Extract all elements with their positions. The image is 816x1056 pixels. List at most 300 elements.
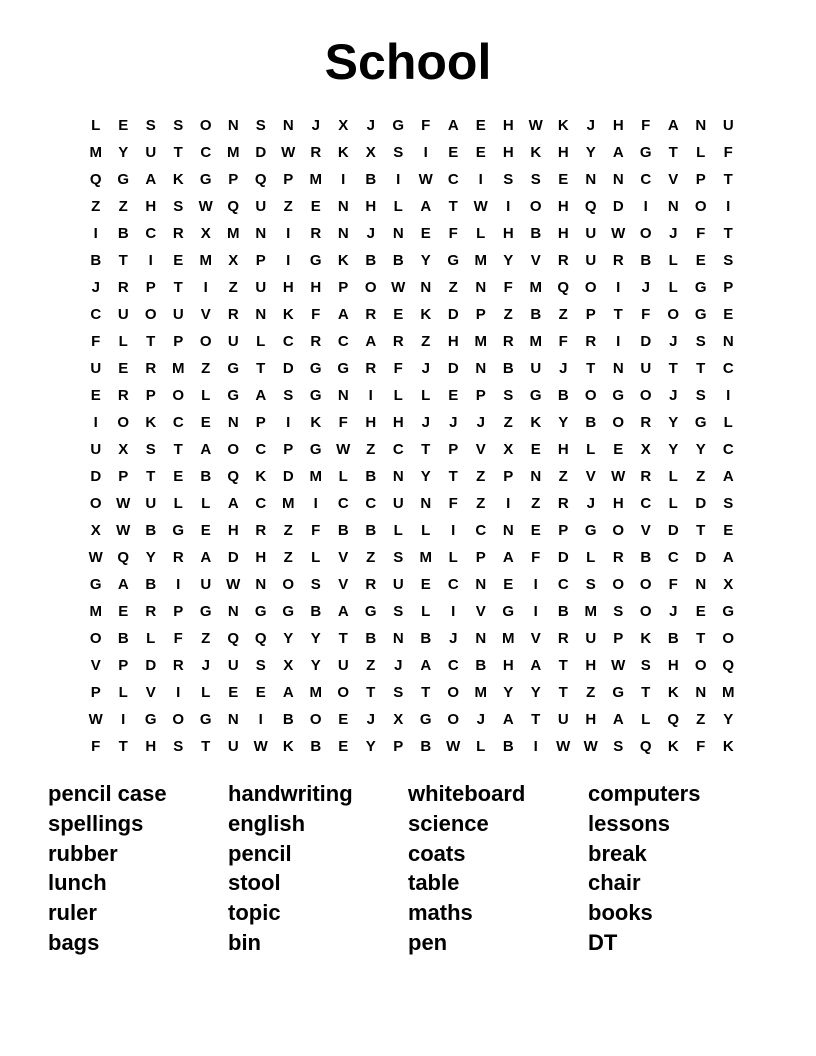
- grid-letter: T: [146, 333, 156, 350]
- grid-letter: I: [93, 225, 98, 242]
- grid-letter: B: [502, 360, 514, 377]
- grid-letter: P: [723, 279, 734, 296]
- word-list-item: chair: [588, 870, 641, 896]
- grid-letter: J: [311, 117, 320, 134]
- grid-row: [82, 328, 742, 355]
- grid-letter: W: [391, 279, 406, 296]
- grid-letter: Z: [201, 630, 211, 647]
- grid-letter: Y: [558, 414, 569, 431]
- grid-letter: R: [557, 630, 569, 647]
- grid-letter: T: [558, 657, 568, 674]
- grid-letter: T: [366, 684, 376, 701]
- grid-letter: A: [200, 441, 212, 458]
- grid-row: [82, 301, 742, 328]
- grid-letter: N: [695, 576, 707, 593]
- grid-letter: C: [475, 522, 487, 539]
- grid-letter: Z: [366, 657, 376, 674]
- grid-letter: G: [199, 711, 212, 728]
- grid-letter: M: [474, 684, 487, 701]
- grid-row: [82, 409, 742, 436]
- grid-letter: C: [667, 549, 679, 566]
- grid-letter: C: [392, 441, 404, 458]
- grid-letter: F: [393, 360, 403, 377]
- grid-letter: L: [668, 252, 678, 269]
- grid-letter: T: [531, 711, 541, 728]
- grid-letter: G: [227, 360, 240, 377]
- grid-letter: G: [309, 441, 322, 458]
- grid-letter: A: [365, 333, 377, 350]
- grid-letter: O: [144, 306, 157, 323]
- grid-letter: O: [529, 198, 542, 215]
- grid-letter: N: [695, 684, 707, 701]
- grid-row: [82, 517, 742, 544]
- grid-letter: E: [613, 441, 624, 458]
- grid-letter: A: [502, 711, 514, 728]
- grid-letter: K: [667, 738, 679, 755]
- grid-letter: L: [311, 549, 321, 566]
- grid-letter: H: [502, 144, 514, 161]
- grid-letter: X: [365, 144, 376, 161]
- word-list: [48, 779, 788, 958]
- grid-letter: N: [612, 360, 624, 377]
- grid-letter: E: [475, 117, 486, 134]
- word-list-item: lessons: [588, 810, 670, 836]
- grid-letter: A: [420, 657, 432, 674]
- grid-letter: C: [145, 225, 157, 242]
- grid-letter: G: [722, 603, 735, 620]
- grid-letter: P: [118, 657, 129, 674]
- grid-letter: J: [476, 414, 485, 431]
- grid-letter: Y: [283, 630, 294, 647]
- grid-letter: U: [585, 225, 597, 242]
- grid-letter: X: [200, 225, 211, 242]
- grid-letter: B: [337, 522, 349, 539]
- grid-letter: P: [393, 738, 404, 755]
- grid-letter: J: [366, 711, 375, 728]
- grid-letter: K: [145, 414, 157, 431]
- grid-letter: A: [255, 387, 267, 404]
- grid-letter: T: [448, 468, 458, 485]
- grid-letter: K: [282, 306, 294, 323]
- grid-letter: T: [421, 684, 431, 701]
- grid-letter: Y: [365, 738, 376, 755]
- grid-letter: O: [447, 711, 460, 728]
- grid-letter: L: [586, 441, 596, 458]
- grid-letter: C: [447, 171, 459, 188]
- grid-letter: O: [639, 387, 652, 404]
- grid-letter: B: [145, 522, 157, 539]
- grid-letter: B: [365, 522, 377, 539]
- grid-letter: U: [172, 306, 184, 323]
- grid-letter: N: [475, 630, 487, 647]
- grid-letter: W: [116, 522, 131, 539]
- grid-row: [82, 544, 742, 571]
- grid-letter: U: [117, 306, 129, 323]
- grid-letter: L: [421, 603, 431, 620]
- grid-letter: G: [447, 252, 460, 269]
- grid-letter: A: [612, 144, 624, 161]
- grid-letter: V: [530, 252, 541, 269]
- grid-letter: J: [641, 279, 650, 296]
- grid-letter: L: [393, 387, 403, 404]
- grid-letter: Q: [117, 549, 130, 566]
- grid-letter: A: [722, 549, 734, 566]
- word-list-item: computers: [588, 781, 701, 806]
- grid-letter: W: [116, 495, 131, 512]
- word-list-item: table: [408, 870, 460, 896]
- grid-letter: R: [392, 333, 404, 350]
- grid-letter: Z: [558, 468, 568, 485]
- grid-letter: T: [256, 360, 266, 377]
- grid-letter: G: [227, 387, 240, 404]
- grid-letter: F: [448, 495, 458, 512]
- grid-letter: A: [722, 468, 734, 485]
- grid-row: [82, 220, 742, 247]
- grid-letter: G: [419, 711, 432, 728]
- grid-letter: R: [365, 360, 377, 377]
- grid-letter: P: [255, 252, 266, 269]
- grid-letter: M: [529, 333, 542, 350]
- grid-letter: Z: [448, 279, 458, 296]
- grid-letter: R: [227, 306, 239, 323]
- grid-letter: J: [669, 387, 678, 404]
- grid-letter: W: [418, 171, 433, 188]
- grid-letter: G: [529, 387, 542, 404]
- grid-letter: S: [255, 657, 266, 674]
- grid-letter: J: [669, 333, 678, 350]
- grid-letter: D: [282, 468, 294, 485]
- grid-letter: L: [668, 468, 678, 485]
- grid-letter: U: [337, 657, 349, 674]
- grid-letter: E: [420, 576, 431, 593]
- grid-letter: R: [172, 225, 184, 242]
- grid-letter: O: [309, 711, 322, 728]
- grid-letter: A: [447, 117, 459, 134]
- grid-letter: N: [227, 603, 239, 620]
- grid-letter: H: [557, 144, 569, 161]
- grid-letter: R: [117, 279, 129, 296]
- grid-letter: S: [530, 171, 541, 188]
- grid-letter: I: [643, 198, 648, 215]
- grid-letter: H: [612, 495, 624, 512]
- grid-letter: G: [584, 522, 597, 539]
- grid-letter: Z: [531, 495, 541, 512]
- grid-letter: O: [282, 576, 295, 593]
- grid-letter: E: [90, 387, 101, 404]
- grid-letter: I: [726, 198, 731, 215]
- word-list-item: coats: [408, 840, 466, 866]
- grid-letter: Z: [118, 198, 128, 215]
- grid-letter: H: [255, 549, 267, 566]
- grid-letter: L: [338, 468, 348, 485]
- grid-letter: I: [258, 711, 263, 728]
- grid-row: [82, 139, 742, 166]
- grid-letter: M: [172, 360, 185, 377]
- grid-row: [82, 274, 742, 301]
- grid-letter: P: [145, 279, 156, 296]
- grid-letter: V: [338, 576, 349, 593]
- grid-row: [82, 382, 742, 409]
- page-title: School: [324, 34, 492, 90]
- grid-letter: J: [476, 711, 485, 728]
- grid-letter: B: [502, 738, 514, 755]
- grid-letter: Y: [585, 144, 596, 161]
- grid-letter: E: [338, 738, 349, 755]
- grid-letter: J: [394, 657, 403, 674]
- grid-letter: S: [283, 387, 294, 404]
- grid-letter: S: [145, 441, 156, 458]
- grid-row: [82, 490, 742, 517]
- grid-letter: Z: [476, 495, 486, 512]
- grid-letter: T: [201, 738, 211, 755]
- grid-letter: H: [392, 414, 404, 431]
- grid-letter: U: [200, 576, 212, 593]
- grid-letter: O: [364, 279, 377, 296]
- grid-letter: W: [88, 549, 103, 566]
- grid-letter: S: [393, 684, 404, 701]
- grid-row: [82, 652, 742, 679]
- word-list-item: maths: [408, 900, 473, 926]
- grid-letter: E: [200, 522, 211, 539]
- grid-letter: Q: [722, 657, 735, 674]
- grid-letter: E: [255, 684, 266, 701]
- grid-letter: S: [393, 144, 404, 161]
- grid-letter: B: [117, 630, 129, 647]
- grid-letter: V: [145, 684, 156, 701]
- grid-letter: N: [475, 576, 487, 593]
- word-list-item: rubber: [48, 840, 118, 866]
- letter-grid: [82, 112, 742, 760]
- grid-letter: Q: [227, 468, 240, 485]
- grid-letter: P: [475, 387, 486, 404]
- word-list-item: bags: [48, 929, 100, 955]
- grid-letter: B: [585, 414, 597, 431]
- grid-letter: C: [447, 657, 459, 674]
- grid-letter: J: [669, 603, 678, 620]
- grid-letter: A: [200, 549, 212, 566]
- grid-letter: R: [310, 144, 322, 161]
- grid-letter: N: [502, 522, 514, 539]
- word-list-item: bin: [228, 929, 261, 955]
- grid-letter: N: [530, 468, 542, 485]
- grid-letter: S: [145, 117, 156, 134]
- grid-letter: V: [200, 306, 211, 323]
- grid-letter: B: [365, 171, 377, 188]
- grid-letter: P: [585, 306, 596, 323]
- grid-letter: P: [283, 441, 294, 458]
- grid-letter: U: [392, 495, 404, 512]
- grid-letter: S: [173, 738, 184, 755]
- grid-letter: T: [586, 360, 596, 377]
- grid-row: [82, 193, 742, 220]
- grid-letter: E: [118, 117, 129, 134]
- grid-letter: I: [506, 495, 511, 512]
- grid-letter: N: [392, 225, 404, 242]
- grid-letter: I: [451, 522, 456, 539]
- grid-letter: B: [310, 603, 322, 620]
- grid-letter: B: [557, 387, 569, 404]
- grid-letter: V: [668, 171, 679, 188]
- word-list-item: english: [228, 810, 306, 836]
- grid-letter: L: [173, 495, 183, 512]
- grid-letter: B: [200, 468, 212, 485]
- grid-letter: S: [695, 387, 706, 404]
- grid-letter: R: [502, 333, 514, 350]
- grid-letter: D: [667, 522, 679, 539]
- grid-letter: T: [118, 252, 128, 269]
- grid-letter: S: [393, 603, 404, 620]
- grid-letter: T: [173, 279, 183, 296]
- grid-letter: F: [338, 414, 348, 431]
- grid-letter: W: [281, 144, 296, 161]
- grid-letter: L: [448, 549, 458, 566]
- grid-letter: M: [309, 468, 322, 485]
- grid-letter: G: [639, 144, 652, 161]
- grid-letter: R: [585, 333, 597, 350]
- grid-letter: S: [585, 576, 596, 593]
- word-list-item: books: [588, 900, 653, 926]
- grid-letter: J: [669, 225, 678, 242]
- grid-letter: L: [421, 387, 431, 404]
- grid-letter: G: [309, 252, 322, 269]
- grid-letter: C: [557, 576, 569, 593]
- grid-letter: N: [612, 171, 624, 188]
- grid-letter: L: [118, 684, 128, 701]
- grid-letter: U: [585, 630, 597, 647]
- grid-letter: E: [200, 414, 211, 431]
- grid-letter: J: [559, 360, 568, 377]
- grid-letter: X: [723, 576, 734, 593]
- grid-letter: I: [176, 576, 181, 593]
- grid-letter: I: [616, 279, 621, 296]
- grid-letter: T: [641, 684, 651, 701]
- grid-letter: F: [421, 117, 431, 134]
- grid-letter: L: [256, 333, 266, 350]
- grid-letter: T: [558, 684, 568, 701]
- grid-letter: C: [90, 306, 102, 323]
- grid-letter: U: [392, 576, 404, 593]
- grid-letter: M: [584, 603, 597, 620]
- grid-letter: I: [148, 252, 153, 269]
- grid-letter: M: [502, 630, 515, 647]
- grid-letter: T: [668, 144, 678, 161]
- grid-letter: F: [558, 333, 568, 350]
- grid-letter: G: [199, 603, 212, 620]
- grid-letter: C: [255, 441, 267, 458]
- grid-letter: G: [364, 603, 377, 620]
- grid-letter: M: [199, 252, 212, 269]
- grid-letter: H: [502, 657, 514, 674]
- grid-letter: S: [173, 117, 184, 134]
- grid-letter: N: [585, 171, 597, 188]
- grid-letter: P: [255, 414, 266, 431]
- grid-letter: X: [503, 441, 514, 458]
- grid-letter: Q: [89, 171, 102, 188]
- grid-letter: X: [640, 441, 651, 458]
- grid-letter: M: [474, 333, 487, 350]
- grid-letter: D: [447, 360, 459, 377]
- grid-letter: H: [502, 117, 514, 134]
- grid-letter: E: [448, 387, 459, 404]
- grid-letter: Z: [696, 711, 706, 728]
- grid-letter: G: [694, 279, 707, 296]
- grid-letter: O: [172, 387, 185, 404]
- grid-letter: D: [695, 549, 707, 566]
- grid-letter: I: [616, 333, 621, 350]
- grid-letter: H: [612, 117, 624, 134]
- grid-letter: F: [696, 225, 706, 242]
- grid-letter: T: [696, 630, 706, 647]
- grid-letter: R: [145, 360, 157, 377]
- grid-letter: W: [88, 711, 103, 728]
- grid-letter: I: [533, 603, 538, 620]
- grid-letter: H: [667, 657, 679, 674]
- grid-letter: S: [695, 333, 706, 350]
- grid-letter: B: [365, 252, 377, 269]
- grid-letter: I: [286, 252, 291, 269]
- grid-letter: N: [227, 414, 239, 431]
- grid-letter: A: [612, 711, 624, 728]
- grid-letter: O: [584, 279, 597, 296]
- grid-letter: P: [503, 468, 514, 485]
- grid-letter: D: [640, 333, 652, 350]
- grid-letter: K: [557, 117, 569, 134]
- grid-letter: I: [478, 171, 483, 188]
- grid-letter: C: [337, 333, 349, 350]
- grid-letter: E: [530, 522, 541, 539]
- grid-letter: U: [145, 495, 157, 512]
- grid-letter: R: [365, 306, 377, 323]
- grid-letter: G: [612, 387, 625, 404]
- grid-letter: K: [337, 144, 349, 161]
- grid-letter: N: [255, 576, 267, 593]
- grid-letter: D: [145, 657, 157, 674]
- grid-letter: B: [145, 576, 157, 593]
- grid-letter: E: [173, 252, 184, 269]
- grid-letter: L: [586, 549, 596, 566]
- grid-letter: R: [255, 522, 267, 539]
- grid-letter: P: [695, 171, 706, 188]
- word-list-item: science: [408, 810, 489, 836]
- grid-letter: R: [557, 252, 569, 269]
- grid-letter: G: [337, 360, 350, 377]
- grid-letter: E: [695, 252, 706, 269]
- grid-letter: J: [366, 225, 375, 242]
- grid-letter: Z: [283, 549, 293, 566]
- grid-letter: R: [557, 495, 569, 512]
- grid-letter: C: [447, 576, 459, 593]
- grid-letter: G: [254, 603, 267, 620]
- grid-letter: F: [531, 549, 541, 566]
- grid-letter: O: [639, 576, 652, 593]
- grid-letter: T: [696, 522, 706, 539]
- grid-letter: N: [227, 117, 239, 134]
- grid-letter: Y: [503, 252, 514, 269]
- grid-letter: G: [199, 171, 212, 188]
- grid-letter: N: [337, 387, 349, 404]
- grid-letter: S: [255, 117, 266, 134]
- grid-letter: P: [228, 171, 239, 188]
- grid-letter: B: [90, 252, 102, 269]
- grid-letter: J: [91, 279, 100, 296]
- grid-letter: T: [696, 360, 706, 377]
- grid-letter: Z: [503, 306, 513, 323]
- grid-letter: Z: [201, 360, 211, 377]
- grid-letter: D: [90, 468, 102, 485]
- grid-letter: G: [694, 306, 707, 323]
- grid-letter: O: [694, 198, 707, 215]
- grid-letter: Y: [668, 414, 679, 431]
